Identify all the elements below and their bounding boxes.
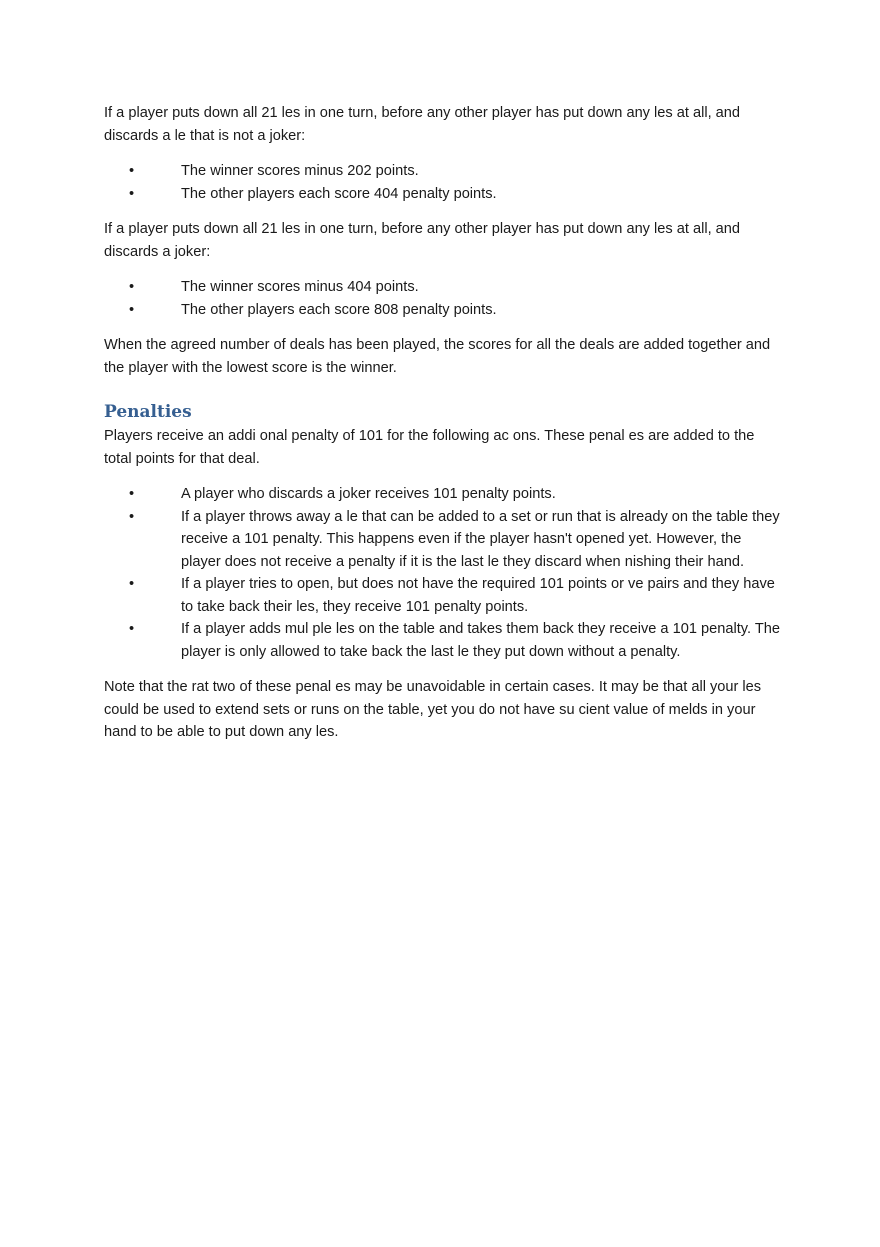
list-item-text: The winner scores minus 404 points. (181, 279, 419, 295)
list-item-text: If a player tries to open, but does not have the required 101 points or ve pairs and they have to take back their les, they receive 101 penalty points. (181, 576, 775, 615)
bullet-icon: • (129, 301, 135, 318)
list-item-text: The winner scores minus 202 points. (181, 163, 419, 179)
paragraph-penalties-intro: Players receive an addi onal penalty of 101 for the following ac ons. These penal es are added to the total points for that deal. (104, 428, 755, 467)
list-item (104, 299, 780, 322)
paragraph-final-scoring: When the agreed number of deals has been played, the scores for all the deals are added together and the player with the lowest score is the winner. (104, 337, 771, 376)
list-item (104, 183, 780, 206)
list-item-text: A player who discards a joker receives 101 penalty points. (181, 486, 556, 502)
document-body (104, 102, 780, 757)
bullet-list-scores-joker (104, 276, 780, 321)
bullet-icon: • (129, 486, 135, 502)
list-item (104, 483, 780, 506)
bullet-list-scores-non-joker (104, 160, 780, 205)
paragraph-penalties-note: Note that the rat two of these penal es may be unavoidable in certain cases. It may be that all your les could be used to extend sets or runs on the table, yet you do not have su cient value of melds in your hand to be able to put down any les. (104, 679, 762, 740)
bullet-icon: • (129, 621, 135, 637)
list-item (104, 160, 780, 183)
list-item-text: The other players each score 808 penalty points. (181, 301, 497, 318)
list-item-text: The other players each score 404 penalty points. (181, 185, 497, 202)
paragraph-perfect-hand-joker: If a player puts down all 21 les in one turn, before any other player has put down any les at all, and discards a joker: (104, 221, 741, 260)
list-item-text: If a player adds mul ple les on the table and takes them back they receive a 101 penalty. The player is only allowed to take back the last le they put down without a penalty. (181, 621, 780, 660)
bullet-icon: • (129, 508, 135, 525)
bullet-icon: • (129, 576, 135, 592)
list-item (104, 276, 780, 299)
list-item (104, 506, 780, 574)
list-item (104, 618, 780, 663)
bullet-list-penalties (104, 483, 780, 663)
list-item-text: If a player throws away a le that can be added to a set or run that is already on the table they receive a 101 penalty. This happens even if the player hasn't opened yet. However, the player does not receive a penalty if it is the last le they discard when nishing their hand. (181, 508, 780, 570)
bullet-icon: • (129, 185, 135, 202)
list-item (104, 573, 780, 618)
paragraph-perfect-hand-non-joker: If a player puts down all 21 les in one turn, before any other player has put down any les at all, and discards a le that is not a joker: (104, 105, 741, 144)
section-heading-penalties: Penalties (104, 402, 192, 422)
bullet-icon: • (129, 163, 135, 179)
bullet-icon: • (129, 279, 135, 295)
